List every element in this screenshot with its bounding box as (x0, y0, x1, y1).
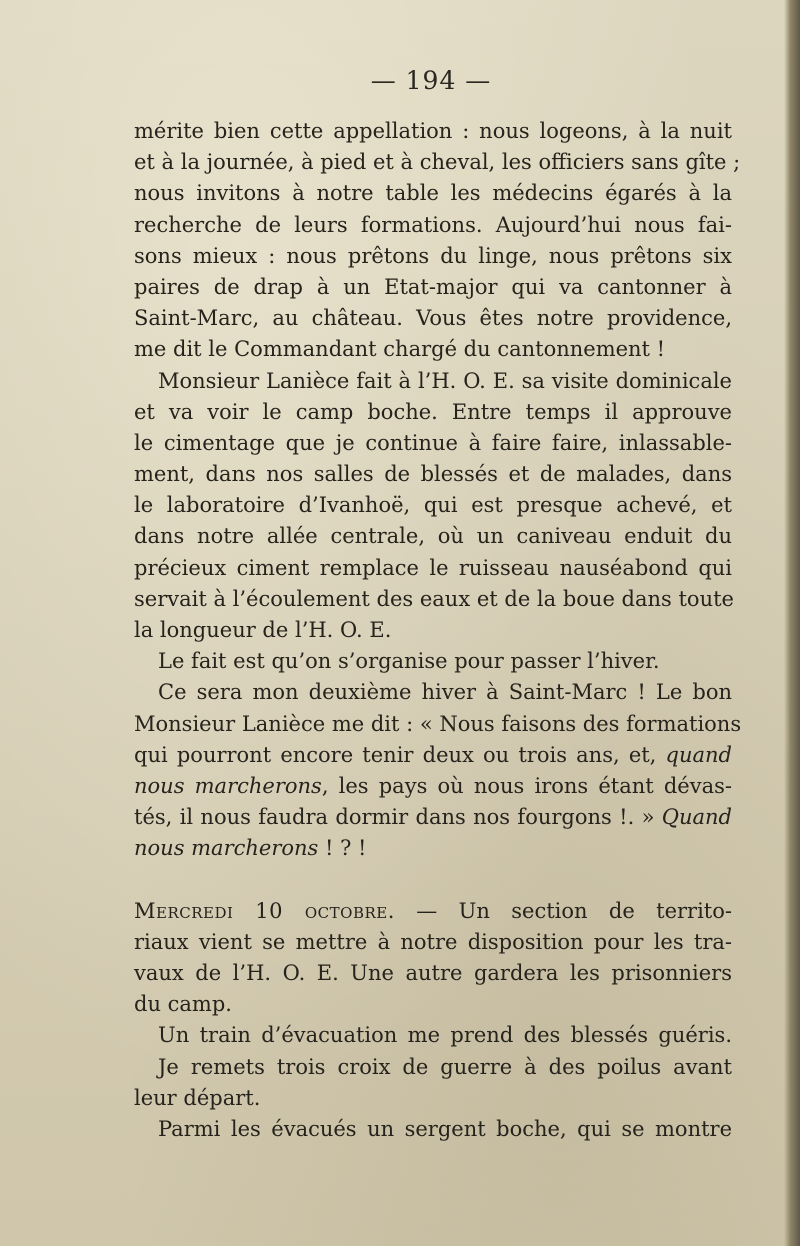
text-segment: ! ? ! (318, 836, 367, 861)
italic-text: Quand (661, 805, 732, 830)
binding-edge (784, 0, 800, 1246)
text-line: Ce sera mon deuxième hiver à Saint-Marc ! Le bon (158, 680, 732, 705)
page-number: — 194 — (370, 66, 492, 95)
text-line: et à la journée, à pied et à cheval, les officiers sans gîte ; (134, 150, 741, 175)
text-line (134, 802, 732, 833)
text-line: servait à l’écoulement des eaux et de la boue dans toute (134, 586, 734, 611)
text-line: et va voir le camp boche. Entre temps il approuve (134, 399, 732, 424)
text-line: Monsieur Laniècе me dit : « Nous faisons des formations (134, 711, 742, 736)
text-line (134, 833, 732, 864)
text-line: dans notre allée centrale, où un caniveau enduit du (134, 524, 732, 549)
text-line: mérite bien cette appellation : nous logeons, à la nuit (134, 119, 732, 143)
text-line: me dit le Commandant chargé du cantonnement ! (134, 337, 666, 362)
text-line: précieux ciment remplace le ruisseau nauséabond qui (134, 555, 732, 580)
text-segment: tés, il nous faudra dormir dans nos fourgons !. » (134, 805, 662, 830)
text-line (134, 771, 732, 802)
italic-text: nous marcherons (134, 836, 319, 861)
text-line (134, 896, 732, 927)
text-line: le cimentage que je continue à faire faire, inlassable- (134, 430, 732, 455)
text-line: sons mieux : nous prêtons du linge, nous prêtons six (134, 243, 732, 268)
text-line: du camp. (134, 992, 232, 1017)
text-segment: qui pourront encore tenir deux ou trois ans, et, (134, 742, 666, 767)
text-line: recherche de leurs formations. Aujourd’hui nous fai- (134, 212, 732, 237)
text-line: Je remets trois croix de guerre à des poilus avant (158, 1054, 732, 1079)
body-text (134, 116, 742, 1145)
text-line: Un train d’évacuation me prend des blessés guéris. (158, 1023, 732, 1048)
text-line: paires de drap à un Etat-major qui va cantonner à (134, 274, 732, 299)
text-line: Le fait est qu’on s’organise pour passer l’hiver. (158, 649, 660, 674)
paragraph-gap (134, 865, 732, 896)
text-line: vaux de l’H. O. E. Une autre gardera les prisonniers (134, 961, 732, 986)
text-line: le laboratoire d’Ivanhoë, qui est presque achevé, et (134, 493, 732, 518)
text-line: nous invitons à notre table les médecins égarés à la (134, 181, 732, 206)
text-line: Monsieur Lanièce fait à l’H. O. E. sa visite dominicale (158, 368, 732, 393)
text-line: ment, dans nos salles de blessés et de malades, dans (134, 462, 732, 487)
text-segment: — Un section de territo- (394, 898, 732, 923)
text-line: riaux vient se mettre à notre disposition pour les tra- (134, 929, 732, 954)
date-heading: Mercredi 10 octobre. (134, 898, 395, 923)
text-line: leur départ. (134, 1085, 261, 1110)
text-line (134, 740, 732, 771)
italic-text: quand (665, 742, 732, 767)
text-line: la longueur de l’H. O. E. (134, 618, 392, 642)
italic-text: nous marcherons (134, 773, 322, 798)
text-segment: , les pays où nous irons étant dévas- (321, 773, 732, 798)
text-line: Parmi les évacués un sergent boche, qui se montre (158, 1117, 732, 1141)
text-line: Saint-Marc, au château. Vous êtes notre providence, (134, 306, 732, 331)
